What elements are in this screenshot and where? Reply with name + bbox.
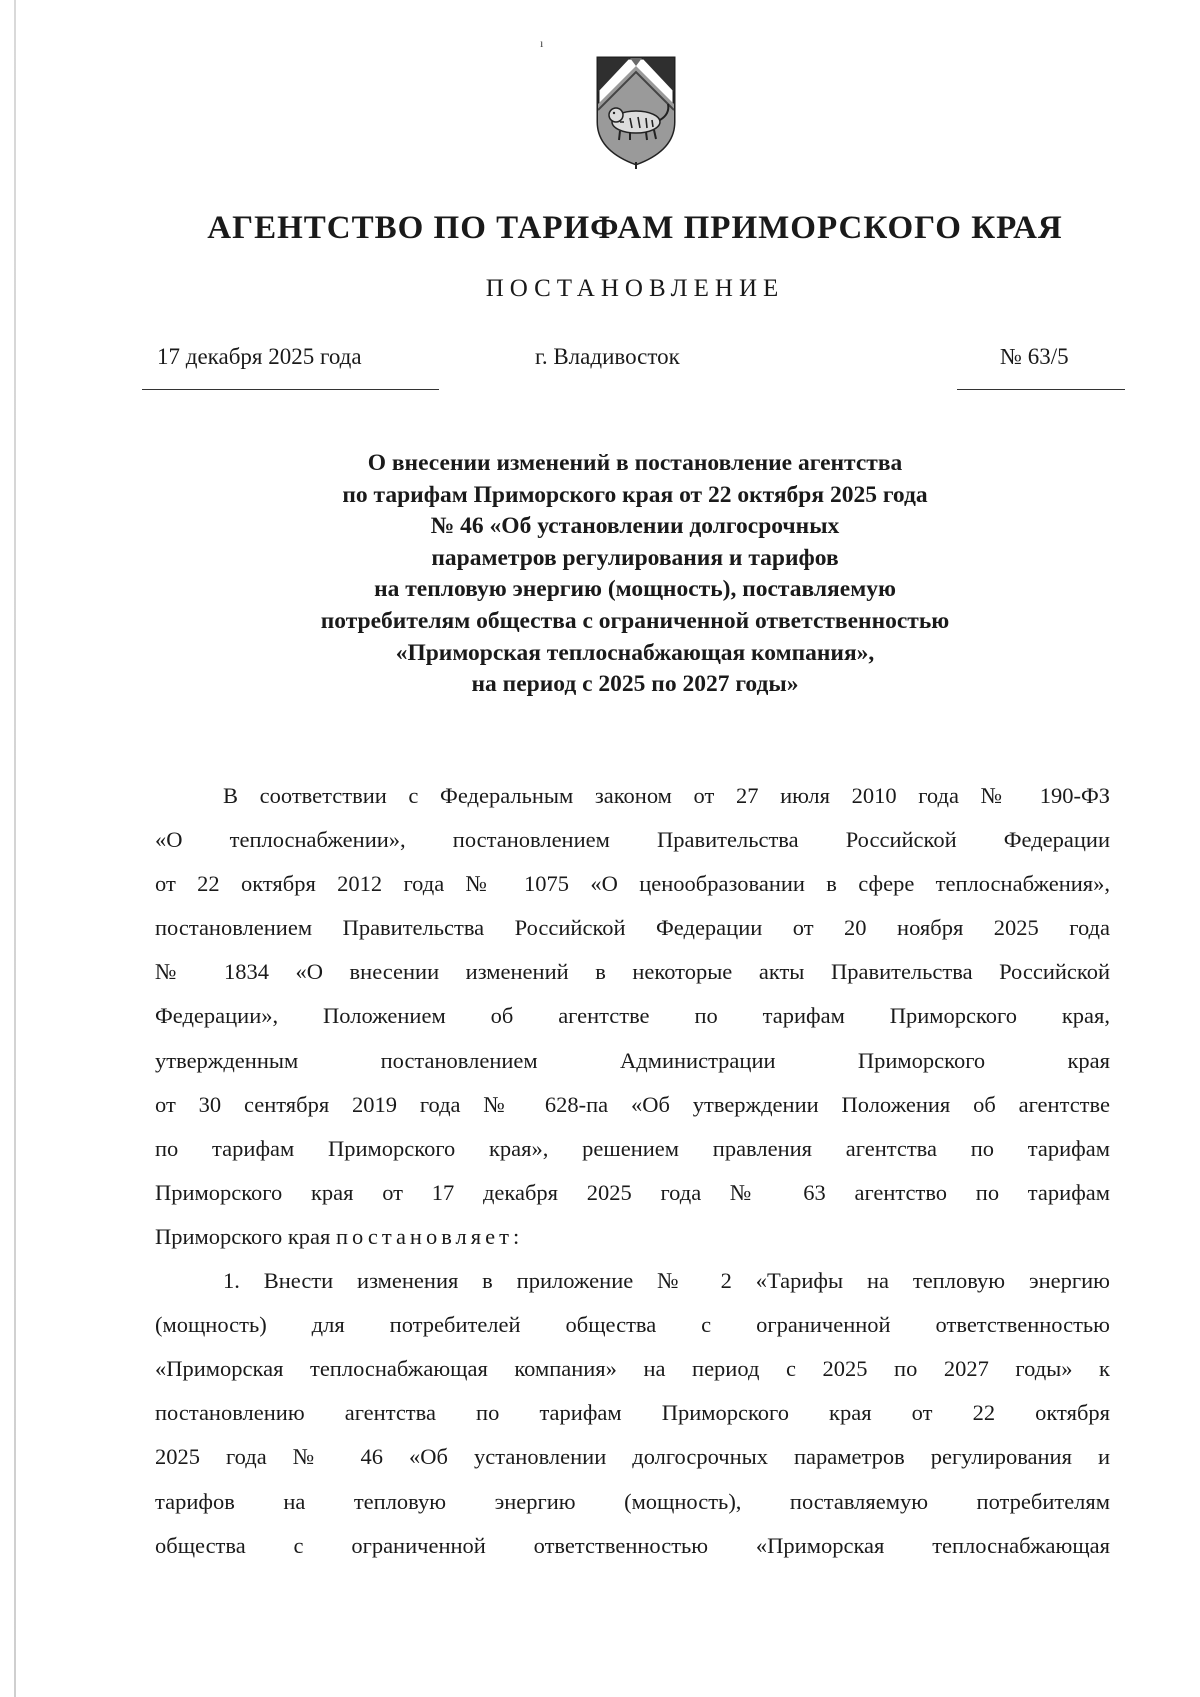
body-line: от 22 октября 2012 года № 1075 «О ценообразовании в сфере теплоснабжения», bbox=[155, 871, 1110, 897]
body-line: утвержденным постановлением Администрации Приморского края bbox=[155, 1047, 1110, 1073]
title-line: по тарифам Приморского края от 22 октября 2025 года bbox=[342, 481, 928, 508]
resolution-title bbox=[150, 448, 1120, 701]
title-line: потребителям общества с ограниченной ответственностью bbox=[320, 607, 950, 634]
title-line: «Приморская теплоснабжающая компания», bbox=[395, 639, 875, 666]
title-line: на период с 2025 по 2027 годы» bbox=[471, 671, 799, 698]
body-line-enacting bbox=[155, 1215, 1110, 1259]
body-line: 1. Внести изменения в приложение № 2 «Тарифы на тепловую энергию bbox=[223, 1268, 1110, 1294]
document-city: г. Владивосток bbox=[535, 344, 680, 369]
body-line: 2025 года № 46 «Об установлении долгосрочных параметров регулирования и bbox=[155, 1444, 1110, 1470]
scan-page-edge bbox=[14, 0, 16, 1697]
resolution-body bbox=[155, 774, 1110, 1568]
primorsky-krai-coat-of-arms-icon bbox=[590, 52, 682, 170]
number-underline bbox=[957, 389, 1125, 390]
body-line: постановлением Правительства Российской Федерации от 20 ноября 2025 года bbox=[155, 915, 1110, 941]
body-line: «О теплоснабжении», постановлением Правительства Российской Федерации bbox=[155, 827, 1110, 853]
enacting-clause-prefix: Приморского края bbox=[155, 1223, 331, 1249]
body-line: (мощность) для потребителей общества с ограниченной ответственностью bbox=[155, 1312, 1110, 1338]
title-line: О внесении изменений в постановление агентства bbox=[367, 450, 903, 476]
date-underline bbox=[142, 389, 439, 390]
document-type: ПОСТАНОВЛЕНИЕ bbox=[485, 275, 785, 302]
body-line: № 1834 «О внесении изменений в некоторые акты Правительства Российской bbox=[155, 959, 1110, 985]
enacting-clause-verb: постановляет: bbox=[336, 1223, 524, 1249]
scan-tick-mark: ı bbox=[540, 36, 544, 50]
document-number: № 63/5 bbox=[1000, 344, 1069, 369]
title-line: на тепловую энергию (мощность), поставляемую bbox=[374, 576, 896, 603]
title-line: № 46 «Об установлении долгосрочных bbox=[430, 513, 840, 540]
body-line: от 30 сентября 2019 года № 628-па «Об утверждении Положения об агентстве bbox=[155, 1091, 1110, 1117]
agency-title: АГЕНТСТВО ПО ТАРИФАМ ПРИМОРСКОГО КРАЯ bbox=[207, 210, 1063, 246]
body-line: постановлению агентства по тарифам Приморского края от 22 октября bbox=[155, 1400, 1110, 1426]
body-line: общества с ограниченной ответственностью «Приморская теплоснабжающая bbox=[155, 1532, 1110, 1558]
body-line: тарифов на тепловую энергию (мощность), поставляемую потребителям bbox=[155, 1488, 1110, 1514]
body-line: по тарифам Приморского края», решением правления агентства по тарифам bbox=[155, 1135, 1110, 1161]
document-date: 17 декабря 2025 года bbox=[157, 344, 362, 369]
body-line: В соответствии с Федеральным законом от 27 июля 2010 года № 190-ФЗ bbox=[223, 783, 1110, 808]
body-line: Приморского края от 17 декабря 2025 года № 63 агентство по тарифам bbox=[155, 1179, 1110, 1205]
body-line: «Приморская теплоснабжающая компания» на период с 2025 по 2027 годы» к bbox=[155, 1356, 1110, 1382]
title-line: параметров регулирования и тарифов bbox=[431, 544, 839, 571]
body-line: Федерации», Положением об агентстве по тарифам Приморского края, bbox=[155, 1003, 1110, 1029]
